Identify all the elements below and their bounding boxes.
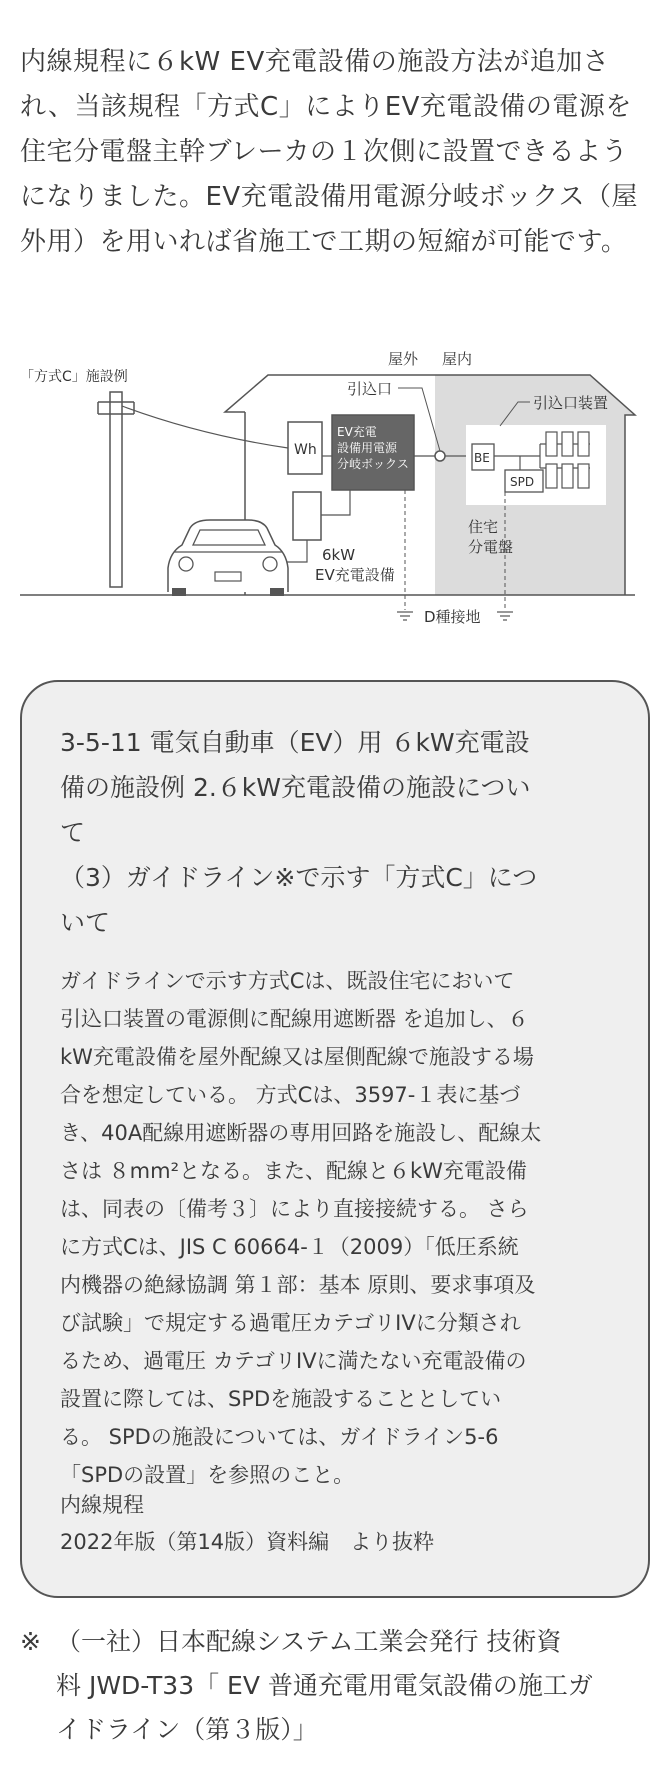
service-entrance-point — [435, 451, 445, 461]
breaker-label: BE — [474, 451, 490, 465]
branch-box-label-3: 分岐ボックス — [337, 457, 409, 471]
body-line: 引込口装置の電源側に配線用遮断器 を追加し、６ — [60, 1007, 529, 1031]
service-drop-cable — [122, 406, 288, 448]
meter-label: Wh — [294, 442, 317, 458]
title-line: 備の施設例 2.６kW充電設備の施設につい — [60, 773, 531, 802]
ev-charger — [293, 492, 321, 540]
body-line: ガイドラインで示す方式Cは、既設住宅において — [60, 969, 515, 993]
label-ground: D種接地 — [424, 608, 481, 626]
excerpt-title — [60, 720, 620, 945]
charger-label-2: EV充電設備 — [315, 566, 395, 584]
utility-pole — [110, 392, 122, 587]
diagram-caption: 「方式C」施設例 — [20, 369, 128, 385]
body-line: 設置に際しては、SPDを施設することとしてい — [60, 1387, 502, 1411]
note-line: イドライン（第３版）」 — [56, 1715, 318, 1744]
title-line: いて — [60, 908, 111, 937]
car-illustration — [168, 520, 288, 596]
label-indoor: 屋内 — [442, 350, 473, 368]
panel-label-2: 分電盤 — [468, 538, 514, 556]
body-line: き、40A配線用遮断器の専用回路を施設し、配線太 — [60, 1121, 542, 1145]
body-line: は、同表の〔備考３〕により直接接続する。 さら — [60, 1197, 529, 1221]
source-line: 2022年版（第14版）資料編 より抜粋 — [60, 1530, 435, 1554]
excerpt-body — [60, 962, 625, 1494]
panel-label-1: 住宅 — [468, 518, 499, 536]
title-line: （3）ガイドライン※で示す「方式C」につ — [60, 863, 538, 892]
installation-diagram — [10, 340, 660, 640]
note-line: （一社）日本配線システム工業会発行 技術資 — [56, 1627, 562, 1656]
note-line: 料 JWD-T33「 EV 普通充電用電気設備の施工ガ — [56, 1671, 593, 1700]
note-mark: ※ — [20, 1627, 41, 1656]
body-line: kW充電設備を屋外配線又は屋側配線で施設する場 — [60, 1045, 534, 1069]
excerpt-source — [60, 1487, 620, 1561]
excerpt-box — [20, 680, 650, 1598]
branch-box-label-2: 設備用電源 — [337, 441, 398, 455]
source-line: 内線規程 — [60, 1493, 144, 1517]
label-service-entrance: 引込口 — [347, 380, 393, 398]
charger-label-1: 6kW — [322, 546, 356, 564]
label-service-device: 引込口装置 — [533, 394, 609, 412]
body-line: 「SPDの設置」を参照のこと。 — [60, 1463, 355, 1487]
label-outdoor: 屋外 — [388, 350, 419, 368]
title-line: て — [60, 818, 86, 847]
body-line: る。 SPDの施設については、ガイドライン5-6 — [60, 1425, 499, 1449]
title-line: 3-5-11 電気自動車（EV）用 ６kW充電設 — [60, 728, 530, 757]
body-line: さは ８mm²となる。また、配線と６kW充電設備 — [60, 1159, 527, 1183]
body-line: び試験」で規定する過電圧カテゴリIVに分類され — [60, 1311, 521, 1335]
body-line: に方式Cは、JIS C 60664-１（2009）「低圧系統 — [60, 1235, 519, 1259]
body-line: るため、過電圧 カテゴリIVに満たない充電設備の — [60, 1349, 527, 1373]
spd-label: SPD — [510, 475, 535, 489]
branch-box-label-1: EV充電 — [337, 425, 377, 439]
body-line: 合を想定している。 方式Cは、3597-１表に基づ — [60, 1083, 521, 1107]
intro-paragraph: 内線規程に６kW EV充電設備の施設方法が追加され、当該規程「方式C」によりEV充電設備の電源を住宅分電盤主幹ブレーカの１次側に設置できるようになりました。EV充電設備用電源分岐ボックス（屋外用）を用いれば省施工で工期の短縮が可能です。 — [20, 47, 638, 257]
reference-note — [20, 1620, 650, 1752]
body-line: 内機器の絶縁協調 第１部：基本 原則、要求事項及 — [60, 1273, 536, 1297]
